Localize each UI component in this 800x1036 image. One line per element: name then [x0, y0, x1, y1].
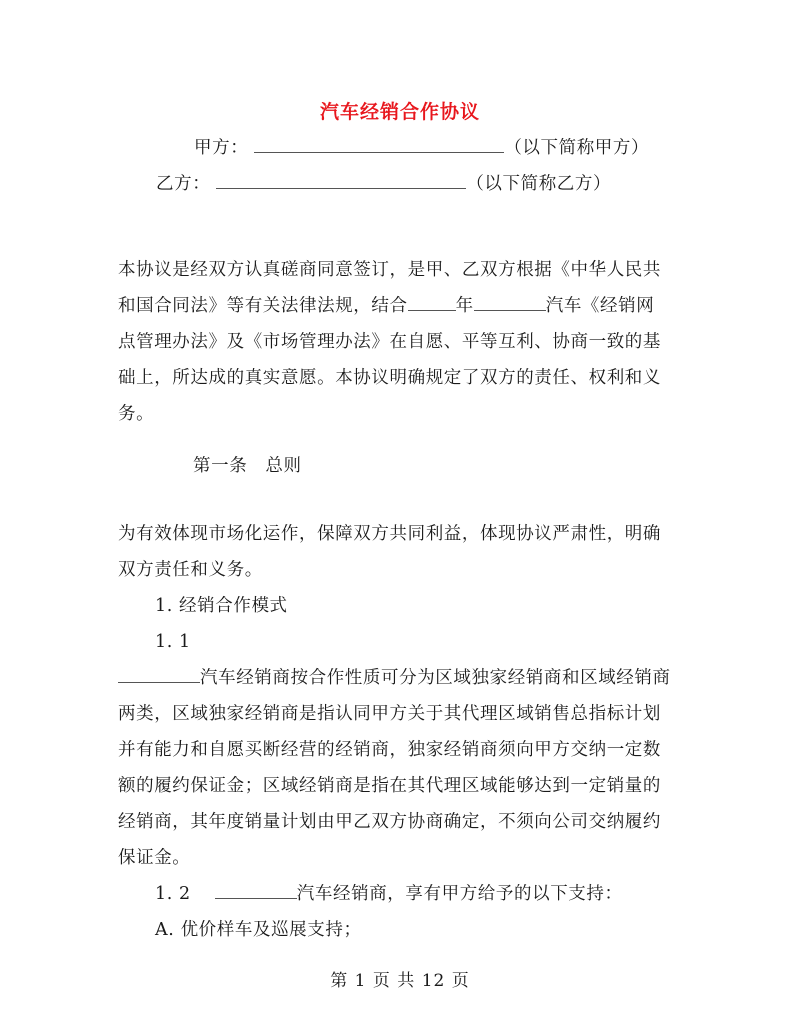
brand-blank[interactable]: [118, 668, 200, 683]
section-1-2-text: 汽车经销商，享有甲方给予的以下支持：: [296, 884, 623, 904]
party-a-line: [194, 137, 649, 159]
year-blank[interactable]: [408, 296, 456, 311]
intro-text: 汽车《经销网: [545, 296, 655, 316]
purpose-line-2: 双方责任和义务。: [118, 560, 263, 580]
intro-line-3: 点管理办法》及《市场管理办法》在自愿、平等互利、协商一致的基: [118, 332, 661, 352]
section-1-1-number: 1. 1: [155, 632, 191, 652]
party-b-line: [156, 173, 611, 195]
section-1-1-line-2: 两类，区域独家经销商是指认同甲方关于其代理区域销售总指标计划: [118, 704, 661, 724]
year-label: 年: [455, 296, 474, 316]
party-a-suffix: （以下简称甲方）: [504, 138, 650, 158]
section-1-1-line-4: 额的履约保证金；区域经销商是指在其代理区域能够达到一定销量的: [118, 776, 661, 796]
section-1-1-line-6: 保证金。: [118, 848, 191, 868]
page-footer: 第 1 页 共 12 页: [330, 971, 470, 991]
intro-line-5: 务。: [118, 404, 155, 424]
intro-text: 和国合同法》等有关法律法规，结合: [118, 296, 408, 316]
section-1-heading: 1. 经销合作模式: [155, 596, 288, 616]
party-b-label: 乙方：: [156, 174, 211, 194]
party-b-blank[interactable]: [216, 174, 466, 189]
section-1-1-line-1: [118, 667, 671, 689]
section-1-1-line-5: 经销商，其年度销量计划由甲乙双方协商确定，不须向公司交纳履约: [118, 812, 661, 832]
party-b-suffix: （以下简称乙方）: [466, 174, 612, 194]
section-text: 汽车经销商按合作性质可分为区域独家经销商和区域经销商: [200, 668, 671, 688]
brand-blank[interactable]: [474, 296, 546, 311]
article-1-heading: 第一条 总则: [193, 456, 302, 476]
brand-blank[interactable]: [215, 884, 297, 899]
section-1-2: [155, 883, 623, 905]
party-a-blank[interactable]: [254, 138, 504, 153]
document-title: 汽车经销合作协议: [319, 101, 480, 123]
purpose-line-1: 为有效体现市场化运作，保障双方共同利益，体现协议严肃性，明确: [118, 524, 661, 544]
intro-line-2: [118, 295, 654, 317]
intro-line-4: 础上，所达成的真实意愿。本协议明确规定了双方的责任、权利和义: [118, 368, 661, 388]
item-a: A. 优价样车及巡展支持；: [155, 920, 362, 940]
intro-line-1: 本协议是经双方认真磋商同意签订，是甲、乙双方根据《中华人民共: [118, 260, 661, 280]
section-1-2-number: 1. 2: [155, 884, 191, 904]
party-a-label: 甲方：: [194, 138, 249, 158]
section-1-1-line-3: 并有能力和自愿买断经营的经销商，独家经销商须向甲方交纳一定数: [118, 740, 661, 760]
